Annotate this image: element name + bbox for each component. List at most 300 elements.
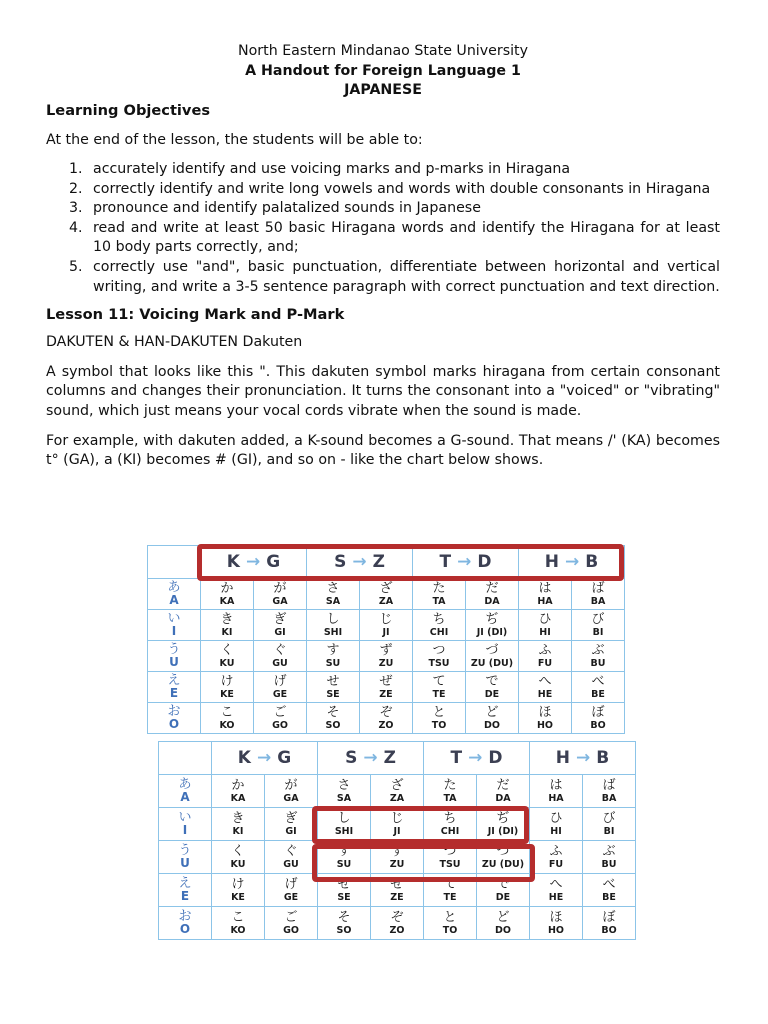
vowel-romaji: I xyxy=(182,823,188,837)
kana-cell xyxy=(466,703,519,734)
objectives-list xyxy=(46,160,720,297)
kana-romaji: TSU xyxy=(439,858,461,870)
kana-cell xyxy=(424,775,477,808)
example-paragraph: For example, with dakuten added, a K-sound becomes a G-sound. That means /' (KA) becomes t° (GA), a (KI) becomes # (GI), and so on - like the chart below shows. xyxy=(46,432,720,469)
kana-cell xyxy=(212,808,265,841)
kana-character: で xyxy=(496,876,510,892)
kana-character: ぞ xyxy=(390,909,404,925)
vowel-kana: え xyxy=(178,876,192,891)
group-from-letter: S xyxy=(334,552,347,572)
kana-character: す xyxy=(326,642,340,658)
kana-character: ぎ xyxy=(273,611,287,627)
kana-cell xyxy=(265,907,318,940)
kana-romaji: DO xyxy=(484,719,500,731)
lesson-heading: Lesson 11: Voicing Mark and P-Mark xyxy=(46,306,345,324)
kana-romaji: DA xyxy=(495,792,511,804)
kana-romaji: ZU (DU) xyxy=(481,858,525,870)
kana-cell xyxy=(254,672,307,703)
kana-character: は xyxy=(549,777,563,793)
vowel-cell xyxy=(148,672,201,703)
kana-romaji: KO xyxy=(230,924,246,936)
kana-cell xyxy=(530,775,583,808)
kana-character: た xyxy=(432,580,446,596)
vowel-romaji: E xyxy=(180,889,190,903)
kana-row xyxy=(148,641,625,672)
kana-romaji: HA xyxy=(548,792,564,804)
kana-romaji: HI xyxy=(550,825,562,837)
group-from-letter: T xyxy=(450,748,463,768)
kana-character: が xyxy=(284,777,298,793)
kana-character: ず xyxy=(379,642,393,658)
kana-cell xyxy=(360,641,413,672)
kana-cell xyxy=(572,641,625,672)
vowel-cell xyxy=(148,703,201,734)
kana-character: ひ xyxy=(538,611,552,627)
kana-character: ご xyxy=(284,909,298,925)
kana-romaji: TA xyxy=(443,792,457,804)
kana-romaji: BO xyxy=(590,719,606,731)
kana-romaji: HO xyxy=(536,719,554,731)
kana-cell xyxy=(519,641,572,672)
kana-character: ひ xyxy=(549,810,563,826)
kana-character: ぜ xyxy=(390,876,404,892)
kana-romaji: GI xyxy=(285,825,297,837)
kana-romaji: SHI xyxy=(334,825,354,837)
arrow-right-icon: → xyxy=(256,748,272,768)
group-to-letter: Z xyxy=(372,552,385,572)
kana-romaji: GE xyxy=(272,688,288,700)
kana-character: で xyxy=(485,673,499,689)
kana-character: そ xyxy=(337,909,351,925)
vowel-cell xyxy=(159,874,212,907)
group-from-letter: K xyxy=(237,748,251,768)
kana-character: ば xyxy=(591,580,605,596)
group-from-letter: H xyxy=(544,552,559,572)
kana-character: だ xyxy=(496,777,510,793)
kana-cell xyxy=(424,907,477,940)
kana-romaji: GA xyxy=(272,595,288,607)
kana-romaji: BA xyxy=(601,792,617,804)
kana-romaji: KA xyxy=(230,792,246,804)
kana-romaji: GI xyxy=(274,626,286,638)
kana-cell xyxy=(371,775,424,808)
kana-row xyxy=(148,672,625,703)
kana-character: ど xyxy=(485,704,499,720)
kana-character: げ xyxy=(273,673,287,689)
group-from-letter: K xyxy=(226,552,240,572)
arrow-right-icon: → xyxy=(457,552,472,572)
kana-character: ぢ xyxy=(485,611,499,627)
group-to-letter: Z xyxy=(383,748,396,768)
kana-cell xyxy=(360,703,413,734)
vowel-cell xyxy=(159,907,212,940)
kana-character: し xyxy=(326,611,340,627)
kana-character: へ xyxy=(538,673,552,689)
kana-character: ど xyxy=(496,909,510,925)
group-to-letter: G xyxy=(277,748,292,768)
kana-character: ぐ xyxy=(273,642,287,658)
kana-romaji: SA xyxy=(336,792,352,804)
kana-character: き xyxy=(231,810,245,826)
vowel-kana: あ xyxy=(178,777,192,792)
vowel-romaji: E xyxy=(169,686,179,700)
kana-romaji: BO xyxy=(601,924,617,936)
kana-cell xyxy=(583,775,636,808)
kana-romaji: HE xyxy=(537,688,553,700)
kana-romaji: KE xyxy=(220,688,234,700)
kana-cell xyxy=(265,874,318,907)
arrow-right-icon: → xyxy=(352,552,367,572)
vowel-cell xyxy=(148,579,201,610)
group-to-letter: D xyxy=(477,552,492,572)
kana-character: だ xyxy=(485,580,499,596)
subject-title: JAPANESE xyxy=(344,82,422,98)
vowel-cell xyxy=(159,841,212,874)
kana-cell xyxy=(307,672,360,703)
kana-cell xyxy=(360,672,413,703)
kana-romaji: DO xyxy=(495,924,511,936)
vowel-kana: い xyxy=(167,611,181,626)
kana-romaji: ZE xyxy=(379,688,393,700)
kana-cell xyxy=(212,874,265,907)
kana-character: て xyxy=(443,876,457,892)
highlight-box-u-row xyxy=(312,844,535,882)
kana-romaji: BU xyxy=(590,657,606,669)
kana-character: し xyxy=(337,810,351,826)
kana-character: げ xyxy=(284,876,298,892)
kana-romaji: TE xyxy=(432,688,446,700)
objectives-heading: Learning Objectives xyxy=(46,101,211,119)
kana-character: て xyxy=(432,673,446,689)
kana-romaji: SA xyxy=(325,595,341,607)
objectives-intro: At the end of the lesson, the students will be able to: xyxy=(46,131,423,148)
kana-romaji: BI xyxy=(603,825,615,837)
kana-character: ぐ xyxy=(284,843,298,859)
kana-cell xyxy=(583,907,636,940)
arrow-right-icon: → xyxy=(245,552,261,572)
arrow-right-icon: → xyxy=(565,552,580,572)
vowel-kana: お xyxy=(178,909,192,924)
kana-character: と xyxy=(443,909,457,925)
kana-character: つ xyxy=(432,642,446,658)
kana-character: ち xyxy=(443,810,457,826)
kana-character: せ xyxy=(337,876,351,892)
kana-romaji: JI (DI) xyxy=(476,626,508,638)
kana-character: づ xyxy=(496,843,510,859)
kana-romaji: DE xyxy=(495,891,511,903)
kana-cell xyxy=(201,579,254,610)
vowel-kana: え xyxy=(167,673,181,688)
kana-romaji: ZU xyxy=(378,657,394,669)
vowel-cell xyxy=(159,775,212,808)
kana-cell xyxy=(413,672,466,703)
kana-character: ほ xyxy=(549,909,563,925)
kana-character: べ xyxy=(591,673,605,689)
kana-cell xyxy=(477,907,530,940)
kana-character: づ xyxy=(485,642,499,658)
group-to-letter: G xyxy=(266,552,281,572)
kana-cell xyxy=(583,874,636,907)
kana-romaji: SU xyxy=(336,858,352,870)
kana-romaji: ZE xyxy=(390,891,404,903)
kana-cell xyxy=(519,703,572,734)
kana-cell xyxy=(413,703,466,734)
kana-romaji: ZO xyxy=(389,924,405,936)
kana-romaji: ZU (DU) xyxy=(470,657,514,669)
kana-romaji: DE xyxy=(484,688,500,700)
kana-romaji: JI (DI) xyxy=(487,825,519,837)
kana-cell xyxy=(201,703,254,734)
kana-cell xyxy=(572,703,625,734)
kana-romaji: TA xyxy=(432,595,446,607)
handout-title: A Handout for Foreign Language 1 xyxy=(245,62,521,79)
arrow-right-icon: → xyxy=(363,748,378,768)
kana-character: ず xyxy=(390,843,404,859)
kana-cell xyxy=(265,775,318,808)
kana-romaji: JI xyxy=(393,825,401,837)
kana-row xyxy=(148,703,625,734)
kana-romaji: HI xyxy=(539,626,551,638)
kana-romaji: BE xyxy=(591,688,605,700)
handout-page xyxy=(46,42,720,471)
kana-cell xyxy=(201,672,254,703)
vowel-kana: お xyxy=(167,704,181,719)
objective-item: 2. correctly identify and write long vowels and words with double consonants in Hiragana xyxy=(69,180,711,197)
kana-cell xyxy=(307,579,360,610)
kana-romaji: SHI xyxy=(323,626,343,638)
kana-romaji: KU xyxy=(219,657,235,669)
kana-cell xyxy=(212,841,265,874)
kana-cell xyxy=(254,641,307,672)
kana-character: く xyxy=(220,642,234,658)
kana-romaji: SU xyxy=(325,657,341,669)
vowel-romaji: A xyxy=(169,593,179,607)
kana-character: さ xyxy=(337,777,351,793)
kana-character: ぼ xyxy=(602,909,616,925)
kana-character: べ xyxy=(602,876,616,892)
kana-character: じ xyxy=(379,611,393,627)
kana-character: こ xyxy=(220,704,234,720)
kana-cell xyxy=(254,610,307,641)
kana-character: へ xyxy=(549,876,563,892)
vowel-kana: あ xyxy=(167,580,181,595)
kana-character: ふ xyxy=(538,642,552,658)
kana-row xyxy=(148,579,625,610)
vowel-kana: い xyxy=(178,810,192,825)
group-from-letter: H xyxy=(555,748,570,768)
kana-character: ぞ xyxy=(379,704,393,720)
objective-item: 1. accurately identify and use voicing marks and p-marks in Hiragana xyxy=(69,161,571,178)
kana-romaji: KI xyxy=(221,626,233,638)
kana-character: か xyxy=(231,777,245,793)
kana-romaji: FU xyxy=(548,858,564,870)
kana-character: び xyxy=(602,810,616,826)
kana-romaji: GA xyxy=(283,792,299,804)
objective-item: 5. correctly use "and", basic punctuation, differentiate between horizontal and vertical writing, and write a 3-5 sentence paragraph with correct punctuation and text direction. xyxy=(69,259,720,295)
vowel-romaji: A xyxy=(180,790,190,804)
kana-romaji: DA xyxy=(484,595,500,607)
kana-romaji: ZA xyxy=(378,595,394,607)
kana-character: ふ xyxy=(549,843,563,859)
kana-cell xyxy=(360,579,413,610)
vowel-romaji: O xyxy=(179,922,191,936)
kana-romaji: BI xyxy=(592,626,604,638)
kana-romaji: BA xyxy=(590,595,606,607)
kana-character: き xyxy=(220,611,234,627)
kana-row xyxy=(148,610,625,641)
chart-corner-cell xyxy=(148,546,201,579)
vowel-kana: う xyxy=(178,843,192,858)
kana-cell xyxy=(519,579,572,610)
group-to-letter: B xyxy=(596,748,610,768)
kana-character: ぼ xyxy=(591,704,605,720)
kana-row xyxy=(159,775,636,808)
kana-cell xyxy=(201,610,254,641)
kana-cell xyxy=(371,907,424,940)
kana-cell xyxy=(307,703,360,734)
kana-cell xyxy=(360,610,413,641)
group-to-letter: B xyxy=(585,552,599,572)
kana-romaji: SO xyxy=(325,719,341,731)
kana-cell xyxy=(466,641,519,672)
kana-romaji: KA xyxy=(219,595,235,607)
kana-cell xyxy=(413,610,466,641)
kana-romaji: SE xyxy=(326,688,340,700)
vowel-cell xyxy=(148,610,201,641)
objective-item: 4. read and write at least 50 basic Hiragana words and identify the Hiragana for at least 10 body parts correctly, and; xyxy=(69,219,720,256)
kana-character: ほ xyxy=(538,704,552,720)
kana-romaji: GE xyxy=(283,891,299,903)
chart-corner-cell xyxy=(159,742,212,775)
kana-romaji: KI xyxy=(232,825,244,837)
kana-romaji: GO xyxy=(283,924,299,936)
kana-character: く xyxy=(231,843,245,859)
kana-character: そ xyxy=(326,704,340,720)
kana-romaji: FU xyxy=(537,657,553,669)
kana-character: は xyxy=(538,580,552,596)
kana-character: が xyxy=(273,580,287,596)
kana-romaji: HE xyxy=(548,891,564,903)
kana-cell xyxy=(307,610,360,641)
consonant-group-header xyxy=(212,742,318,775)
kana-romaji: TSU xyxy=(428,657,450,669)
kana-romaji: GU xyxy=(283,858,299,870)
kana-cell xyxy=(318,775,371,808)
group-from-letter: S xyxy=(345,748,358,768)
kana-cell xyxy=(530,808,583,841)
vowel-cell xyxy=(159,808,212,841)
kana-cell xyxy=(466,610,519,641)
kana-character: ぶ xyxy=(591,642,605,658)
kana-character: つ xyxy=(443,843,457,859)
kana-romaji: ZO xyxy=(378,719,394,731)
kana-cell xyxy=(265,808,318,841)
kana-cell xyxy=(254,579,307,610)
kana-romaji: TE xyxy=(443,891,457,903)
kana-character: せ xyxy=(326,673,340,689)
kana-romaji: BU xyxy=(601,858,617,870)
kana-romaji: KU xyxy=(230,858,246,870)
objective-item: 3. pronounce and identify palatalized sounds in Japanese xyxy=(69,200,481,217)
kana-romaji: SO xyxy=(336,924,352,936)
kana-romaji: SE xyxy=(337,891,351,903)
kana-cell xyxy=(318,907,371,940)
kana-character: と xyxy=(432,704,446,720)
kana-cell xyxy=(572,579,625,610)
vowel-kana: う xyxy=(167,642,181,657)
kana-romaji: GO xyxy=(272,719,288,731)
kana-romaji: ZU xyxy=(389,858,405,870)
kana-cell xyxy=(583,808,636,841)
kana-romaji: KE xyxy=(231,891,245,903)
vowel-romaji: O xyxy=(168,717,180,731)
vowel-cell xyxy=(148,641,201,672)
kana-character: じ xyxy=(390,810,404,826)
kana-row xyxy=(159,907,636,940)
vowel-romaji: I xyxy=(171,624,177,638)
kana-romaji: JI xyxy=(382,626,390,638)
vowel-romaji: U xyxy=(169,655,179,669)
kana-cell xyxy=(413,579,466,610)
lesson-subheading: DAKUTEN & HAN-DAKUTEN Dakuten xyxy=(46,334,303,351)
kana-character: ざ xyxy=(379,580,393,596)
kana-cell xyxy=(572,610,625,641)
kana-character: ば xyxy=(602,777,616,793)
kana-character: ぎ xyxy=(284,810,298,826)
kana-romaji: CHI xyxy=(429,626,449,638)
kana-character: ぢ xyxy=(496,810,510,826)
kana-cell xyxy=(530,874,583,907)
kana-character: す xyxy=(337,843,351,859)
kana-cell xyxy=(466,672,519,703)
kana-cell xyxy=(212,775,265,808)
kana-cell xyxy=(572,672,625,703)
kana-character: ぜ xyxy=(379,673,393,689)
kana-character: ぶ xyxy=(602,843,616,859)
kana-character: こ xyxy=(231,909,245,925)
kana-character: ち xyxy=(432,611,446,627)
kana-romaji: BE xyxy=(602,891,616,903)
kana-character: ご xyxy=(273,704,287,720)
kana-character: ざ xyxy=(390,777,404,793)
kana-character: た xyxy=(443,777,457,793)
vowel-romaji: U xyxy=(180,856,190,870)
arrow-right-icon: → xyxy=(468,748,483,768)
kana-cell xyxy=(413,641,466,672)
kana-romaji: KO xyxy=(219,719,235,731)
chart-header-row xyxy=(159,742,636,775)
kana-cell xyxy=(530,907,583,940)
arrow-right-icon: → xyxy=(576,748,591,768)
university-name: North Eastern Mindanao State University xyxy=(238,43,528,59)
kana-character: け xyxy=(220,673,234,689)
kana-cell xyxy=(519,610,572,641)
kana-cell xyxy=(265,841,318,874)
kana-character: か xyxy=(220,580,234,596)
kana-romaji: TO xyxy=(442,924,458,936)
kana-romaji: CHI xyxy=(440,825,460,837)
kana-character: さ xyxy=(326,580,340,596)
kana-romaji: TO xyxy=(431,719,447,731)
kana-cell xyxy=(519,672,572,703)
kana-cell xyxy=(477,775,530,808)
kana-romaji: ZA xyxy=(389,792,405,804)
kana-character: び xyxy=(591,611,605,627)
kana-romaji: HA xyxy=(537,595,553,607)
kana-cell xyxy=(212,907,265,940)
kana-cell xyxy=(583,841,636,874)
group-from-letter: T xyxy=(439,552,452,572)
